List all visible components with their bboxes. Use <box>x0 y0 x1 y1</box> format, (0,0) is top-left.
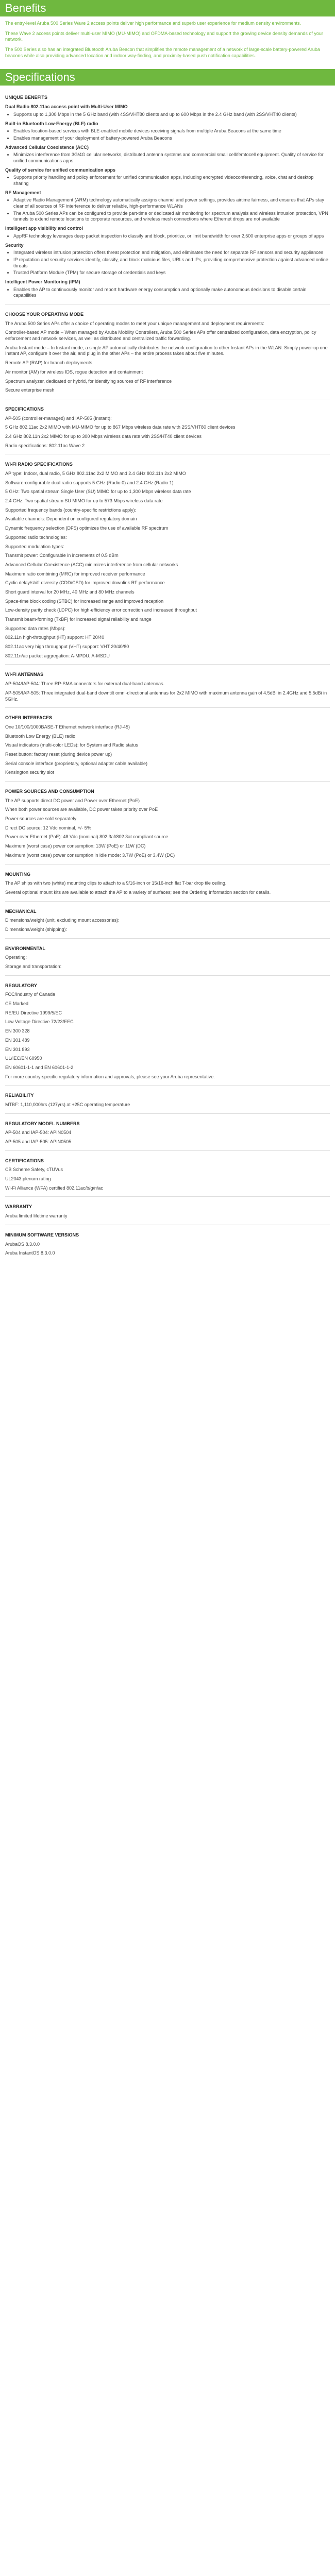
power-section <box>5 798 330 859</box>
spec-line: Space-time block coding (STBC) for increased range and improved reception <box>5 598 164 604</box>
benefit-bullet: • IP reputation and security services identify, classify, and block malicious files, URLs and IPs, providing comprehensive protection against advanced online threats <box>13 257 330 269</box>
spec-line: Dimensions/weight (unit, excluding mount accessories): <box>5 918 120 923</box>
benefit-bullets <box>5 152 330 164</box>
benefit-bullet: • Supports up to 1,300 Mbps in the 5 GHz band (with 4SS/VHT80 clients and up to 600 Mbps in the 2.4 GHz band (with 2SS/VHT40 clients) <box>13 112 330 118</box>
benefit-heading: Intelligent app visibility and control <box>5 226 83 231</box>
spec-line: Several optional mount kits are available to attach the AP to a variety of surfaces; see the Ordering Information section for details. <box>5 889 271 895</box>
section-title: UNIQUE BENEFITS <box>5 95 48 100</box>
benefit-bullets <box>5 233 330 240</box>
spec-line: Supported modulation types: <box>5 544 64 549</box>
operating-paragraph: Controller-based AP mode – When managed by Aruba Mobility Controllers, Aruba 500 Series APs offer centralized configuration, data encryption, policy enforcement and network services, as well as distributed and centralized traffic forwarding. <box>5 330 316 342</box>
specifications-title: Specifications <box>5 71 75 84</box>
spec-line: AP-504 and IAP-504: APIN0504 <box>5 1130 72 1136</box>
benefits-banner <box>0 0 335 16</box>
section-title: WI-FI RADIO SPECIFICATIONS <box>5 462 73 467</box>
benefits-paragraph: These Wave 2 access points deliver multi-user MIMO (MU-MIMO) and OFDMA-based technology and support the growing device density demands of your network. <box>5 30 323 42</box>
spec-line: Storage and transportation: <box>5 964 62 969</box>
benefit-bullets <box>5 128 330 141</box>
spec-line: AP-505 (controller-managed) and IAP-505 (Instant): <box>5 415 112 421</box>
spec-line: CE Marked <box>5 1001 29 1007</box>
spec-line: Transmit power: Configurable in increments of 0.5 dBm <box>5 553 119 558</box>
benefits-paragraph: The entry-level Aruba 500 Series Wave 2 access points deliver high performance and superb user experience for medium density environments. <box>5 21 301 26</box>
benefit-heading: Dual Radio 802.11ac access point with Multi-User MIMO <box>5 104 128 110</box>
spec-line: Supported frequency bands (country-specific restrictions apply): <box>5 507 137 513</box>
spec-line: CB Scheme Safety, cTUVus <box>5 1167 63 1173</box>
spec-line: 2.4 GHz: Two spatial stream SU MIMO for up to 573 Mbps wireless data rate <box>5 498 163 504</box>
benefits-title: Benefits <box>5 1 46 14</box>
benefit-bullet: • Trusted Platform Module (TPM) for secure storage of credentials and keys <box>13 270 330 276</box>
spec-line: Power sources are sold separately <box>5 816 77 822</box>
spec-line: EN 300 328 <box>5 1028 30 1034</box>
spec-line: 5 GHz: Two spatial stream Single User (SU) MIMO for up to 1,300 Mbps wireless data rate <box>5 489 191 495</box>
operating-mode-section <box>5 321 330 394</box>
spec-line: Transmit beam-forming (TxBF) for increased signal reliability and range <box>5 617 152 622</box>
spec-line: Cyclic delay/shift diversity (CDD/CSD) for improved downlink RF performance <box>5 580 165 586</box>
spec-line: 802.11n/ac packet aggregation: A-MPDU, A-MSDU <box>5 653 110 658</box>
benefit-bullets <box>5 175 330 187</box>
divider <box>5 1150 330 1151</box>
spec-line: UL/IEC/EN 60950 <box>5 1056 42 1061</box>
spec-line: RE/EU Directive 1999/5/EC <box>5 1010 62 1015</box>
divider <box>5 938 330 939</box>
specifications-section <box>5 416 330 449</box>
benefit-heading: Advanced Cellular Coexistence (ACC) <box>5 144 89 150</box>
operating-paragraph: Spectrum analyzer, dedicated or hybrid, for identifying sources of RF interference <box>5 378 172 384</box>
spec-line: When both power sources are available, DC power takes priority over PoE <box>5 807 158 812</box>
benefit-bullet: • Adaptive Radio Management (ARM) technology automatically assigns channel and power settings, provides airtime fairness, and ensures that APs stay clear of all sources of RF interference to deliver reliable, high-performance WLANs <box>13 197 330 209</box>
section-title: MECHANICAL <box>5 908 37 914</box>
benefit-bullet: • Integrated wireless intrusion protection offers threat protection and mitigation, and eliminates the need for separate RF sensors and security appliances <box>13 250 330 256</box>
divider <box>5 864 330 865</box>
section-title: RELIABILITY <box>5 1093 34 1098</box>
spec-line: AP-504/IAP-504: Three RP-SMA connectors for external dual-band antennas. <box>5 681 165 687</box>
spec-line: Supported radio technologies: <box>5 534 67 540</box>
spec-line: 802.11ac very high throughput (VHT) support: VHT 20/40/80 <box>5 644 129 650</box>
spec-line: Kensington security slot <box>5 770 55 775</box>
divider <box>5 707 330 708</box>
models-section <box>5 1130 330 1145</box>
spec-line: Maximum (worst case) power consumption: 13W (PoE) or 11W (DC) <box>5 843 146 849</box>
operating-paragraph: The Aruba 500 Series APs offer a choice of operating modes to meet your unique management and deployment requirements: <box>5 320 264 326</box>
mounting-section <box>5 880 330 895</box>
spec-line: AP-505 and IAP-505: APIN0505 <box>5 1139 72 1144</box>
section-title: MINIMUM SOFTWARE VERSIONS <box>5 1232 79 1238</box>
spec-line: Aruba limited lifetime warranty <box>5 1213 68 1219</box>
specifications-banner <box>0 69 335 86</box>
spec-line: Wi-Fi Alliance (WFA) certified 802.11ac/b/g/n/ac <box>5 1185 103 1191</box>
divider <box>5 1113 330 1114</box>
spec-line: Visual indicators (multi-color LEDs): for System and Radio status <box>5 742 138 748</box>
spec-line: ArubaOS 8.3.0.0 <box>5 1241 40 1247</box>
divider <box>5 781 330 782</box>
spec-line: The AP supports direct DC power and Power over Ethernet (PoE) <box>5 798 140 803</box>
spec-line: For more country-specific regulatory information and approvals, please see your Aruba representative. <box>5 1074 215 1079</box>
spec-line: Radio specifications: 802.11ac Wave 2 <box>5 443 85 448</box>
benefit-bullets <box>5 287 330 299</box>
benefit-bullet: • Minimizes interference from 3G/4G cellular networks, distributed antenna systems and commercial small cell/femtocell equipment. Quality of service for unified communications apps <box>13 152 330 164</box>
benefit-bullet: • AppRF technology leverages deep packet inspection to classify and block, prioritize, or limit bandwidth for over 2,500 enterprise apps or groups of apps <box>13 233 330 240</box>
spec-line: Supported data rates (Mbps): <box>5 625 66 631</box>
section-title: POWER SOURCES AND CONSUMPTION <box>5 789 94 794</box>
section-title: WARRANTY <box>5 1204 32 1210</box>
spec-line: One 10/100/1000BASE-T Ethernet network interface (RJ-45) <box>5 724 130 730</box>
spec-line: Low-density parity check (LDPC) for high-efficiency error correction and increased throughput <box>5 607 197 613</box>
spec-line: Low Voltage Directive 72/23/EEC <box>5 1019 74 1025</box>
regulatory-section <box>5 992 330 1080</box>
spec-line: EN 60601-1-1 and EN 60601-1-2 <box>5 1064 74 1070</box>
section-title: ENVIRONMENTAL <box>5 945 45 951</box>
interfaces-section <box>5 724 330 776</box>
unique-benefits-list <box>5 104 330 299</box>
spec-line: FCC/Industry of Canada <box>5 992 56 997</box>
spec-line: Dynamic frequency selection (DFS) optimizes the use of available RF spectrum <box>5 526 169 531</box>
section-title: MOUNTING <box>5 871 30 877</box>
section-title: WI-FI ANTENNAS <box>5 672 44 677</box>
mechanical-section <box>5 918 330 933</box>
spec-line: MTBF: 1,110,000hrs (127yrs) at +25C operating temperature <box>5 1101 130 1107</box>
spec-line: Serial console interface (proprietary, optional adapter cable available) <box>5 760 147 766</box>
spec-line: EN 301 489 <box>5 1037 30 1043</box>
spec-line: Direct DC source: 12 Vdc nominal, +/- 5% <box>5 825 91 831</box>
spec-line: Maximum (worst case) power consumption in idle mode: 3.7W (PoE) or 3.4W (DC) <box>5 852 175 858</box>
wifi-radio-section <box>5 471 330 659</box>
benefit-bullet: • The Aruba 500 Series APs can be configured to provide part-time or dedicated air monitoring for spectrum analysis and wireless intrusion protection, VPN tunnels to extend remote locations to corporate resources, and wireless mesh connections where Ethernet drops are not available <box>13 211 330 223</box>
benefit-heading: Built-in Bluetooth Low-Energy (BLE) radio <box>5 121 98 126</box>
reliability-section <box>5 1102 330 1108</box>
divider <box>5 664 330 665</box>
spec-line: Short guard interval for 20 MHz, 40 MHz and 80 MHz channels <box>5 589 135 595</box>
certifications-section <box>5 1167 330 1191</box>
spec-line: EN 301 893 <box>5 1046 30 1052</box>
benefits-paragraph: The 500 Series also has an integrated Bluetooth Aruba Beacon that simplifies the remote management of a network of large-scale battery-powered Aruba beacons while also providing advanced location and indoor way-finding, and proximity-based push notification capabilities. <box>5 47 320 58</box>
spec-line: Bluetooth Low Energy (BLE) radio <box>5 733 76 739</box>
benefit-heading: Quality of service for unified communication apps <box>5 167 116 173</box>
software-section <box>5 1242 330 1257</box>
spec-line: AP type: Indoor, dual radio, 5 GHz 802.11ac 2x2 MIMO and 2.4 GHz 802.11n 2x2 MIMO <box>5 471 186 476</box>
section-title: REGULATORY MODEL NUMBERS <box>5 1121 80 1126</box>
spec-line: 802.11n high-throughput (HT) support: HT 20/40 <box>5 635 105 640</box>
benefit-heading: Security <box>5 242 24 248</box>
benefit-bullets <box>5 112 330 118</box>
environmental-section <box>5 955 330 970</box>
spec-line: Reset button: factory reset (during device power up) <box>5 751 112 757</box>
section-title: REGULATORY <box>5 982 37 988</box>
section-title: CERTIFICATIONS <box>5 1158 44 1163</box>
spec-line: The AP ships with two (white) mounting clips to attach to a 9/16-inch or 15/16-inch flat T-bar drop tile ceiling. <box>5 880 227 886</box>
operating-paragraph: Secure enterprise mesh <box>5 387 55 393</box>
benefit-bullets <box>5 250 330 276</box>
spec-line: Dimensions/weight (shipping): <box>5 926 68 932</box>
operating-paragraph: Aruba Instant mode – In Instant mode, a single AP automatically distributes the network configuration to other Instant APs in the WLAN. Simply power-up one Instant AP, configure it over the air, and plug in the other APs – the entire process takes about five minutes. <box>5 345 328 357</box>
spec-line: AP-505/IAP-505: Three integrated dual-band downtilt omni-directional antennas for 2x2 MIMO with maximum antenna gain of 4.5dBi in 2.4GHz and 5.5dBi in 5GHz. <box>5 690 327 702</box>
spec-line: Operating: <box>5 955 27 960</box>
specifications-content <box>0 86 335 1261</box>
spec-line: 2.4 GHz 802.11n 2x2 MIMO for up to 300 Mbps wireless data rate with 2SS/HT40 client devices <box>5 433 202 439</box>
spec-line: Power over Ethernet (PoE): 48 Vdc (nominal) 802.3af/802.3at compliant source <box>5 834 169 840</box>
benefit-bullet: • Enables location-based services with BLE-enabled mobile devices receiving signals from multiple Aruba Beacons at the same time <box>13 128 330 134</box>
section-title: CHOOSE YOUR OPERATING MODE <box>5 312 84 317</box>
spec-line: Maximum ratio combining (MRC) for improved receiver performance <box>5 571 145 577</box>
divider <box>5 901 330 902</box>
benefit-bullet: • Supports priority handling and policy enforcement for unified communication apps, including encrypted videoconferencing, voice, chat and desktop sharing <box>13 175 330 187</box>
benefit-bullet: • Enables the AP to continuously monitor and report hardware energy consumption and optionally make autonomous decisions to disable certain capabilities <box>13 287 330 299</box>
section-title: OTHER INTERFACES <box>5 715 53 721</box>
spec-line: 5 GHz 802.11ac 2x2 MIMO with MU-MIMO for up to 867 Mbps wireless data rate with 2SS/VHT80 client devices <box>5 425 236 430</box>
spec-line: Aruba InstantOS 8.3.0.0 <box>5 1250 55 1256</box>
benefit-heading: RF Management <box>5 190 41 195</box>
operating-paragraph: Air monitor (AM) for wireless IDS, rogue detection and containment <box>5 369 143 375</box>
spec-line: Advanced Cellular Coexistence (ACC) minimizes interference from cellular networks <box>5 562 178 567</box>
divider <box>5 1085 330 1086</box>
benefit-heading: Intelligent Power Monitoring (IPM) <box>5 279 80 284</box>
operating-paragraph: Remote AP (RAP) for branch deployments <box>5 360 92 366</box>
antennas-section <box>5 681 330 702</box>
spec-line: Software-configurable dual radio supports 5 GHz (Radio 0) and 2.4 GHz (Radio 1) <box>5 480 174 485</box>
benefits-intro <box>0 16 335 69</box>
divider <box>5 1196 330 1197</box>
spec-line: Available channels: Dependent on configured regulatory domain <box>5 516 137 522</box>
benefit-bullet: • Enables management of your deployment of battery-powered Aruba Beacons <box>13 135 330 142</box>
divider <box>5 975 330 976</box>
spec-line: UL2043 plenum rating <box>5 1176 51 1182</box>
section-title: SPECIFICATIONS <box>5 406 44 412</box>
benefit-bullets <box>5 197 330 223</box>
warranty-section <box>5 1213 330 1219</box>
